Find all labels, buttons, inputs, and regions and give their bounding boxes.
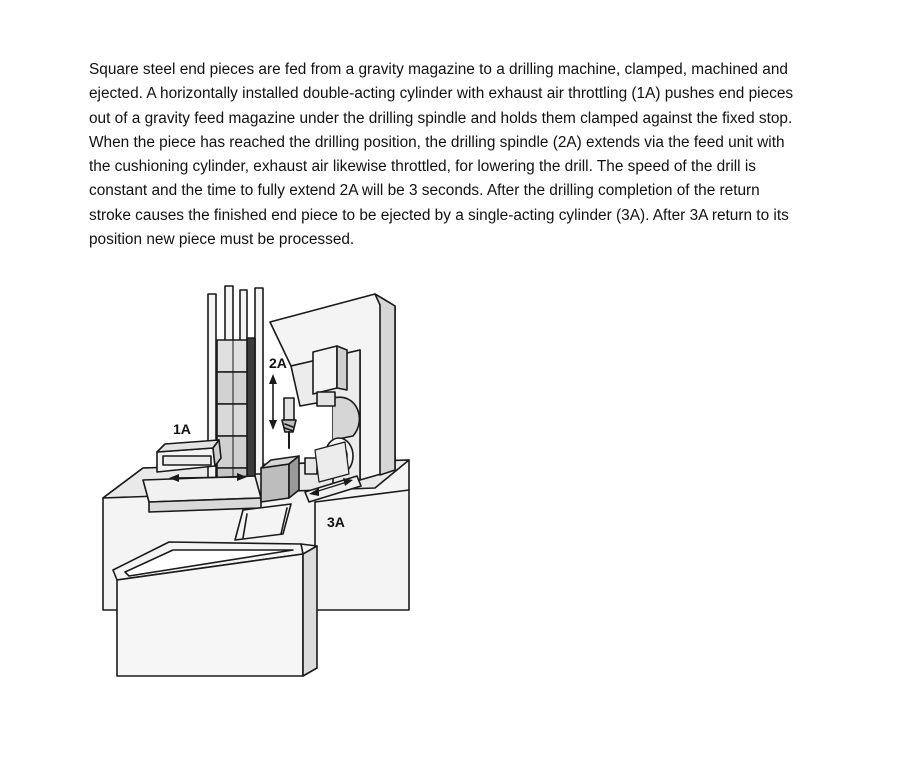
feed-slide	[143, 473, 261, 512]
label-1a: 1A	[173, 421, 191, 437]
description-line-6: constant and the time to fully extend 2A will be 3 seconds. After the drilling completion of the return	[89, 182, 760, 200]
label-3a: 3A	[327, 514, 345, 530]
drill-spindle	[282, 398, 296, 448]
description-line-2: ejected. A horizontally installed double-acting cylinder with exhaust air throttling (1A) pushes end pieces	[89, 85, 794, 103]
ejection-chute	[235, 504, 291, 540]
description-line-4: When the piece has reached the drilling position, the drilling spindle (2A) extends via the feed unit with	[89, 133, 785, 151]
problem-description	[89, 58, 889, 252]
cylinder-2a-arrow	[269, 374, 277, 430]
description-line-3: out of a gravity feed magazine under the drilling spindle and holds them clamped against the fixed stop.	[89, 109, 793, 127]
description-line-8: position new piece must be processed.	[89, 231, 355, 249]
drilling-machine-illustration	[95, 280, 440, 700]
collection-bin	[113, 542, 317, 676]
description-line-7: stroke causes the finished end piece to be ejected by a single-acting cylinder (3A). After 3A return to its	[89, 206, 789, 224]
label-2a: 2A	[269, 355, 287, 371]
description-line-1: Square steel end pieces are fed from a gravity magazine to a drilling machine, clamped, machined and	[89, 61, 788, 78]
description-line-5: the cushioning cylinder, exhaust air likewise throttled, for lowering the drill. The speed of the drill is	[89, 158, 756, 176]
